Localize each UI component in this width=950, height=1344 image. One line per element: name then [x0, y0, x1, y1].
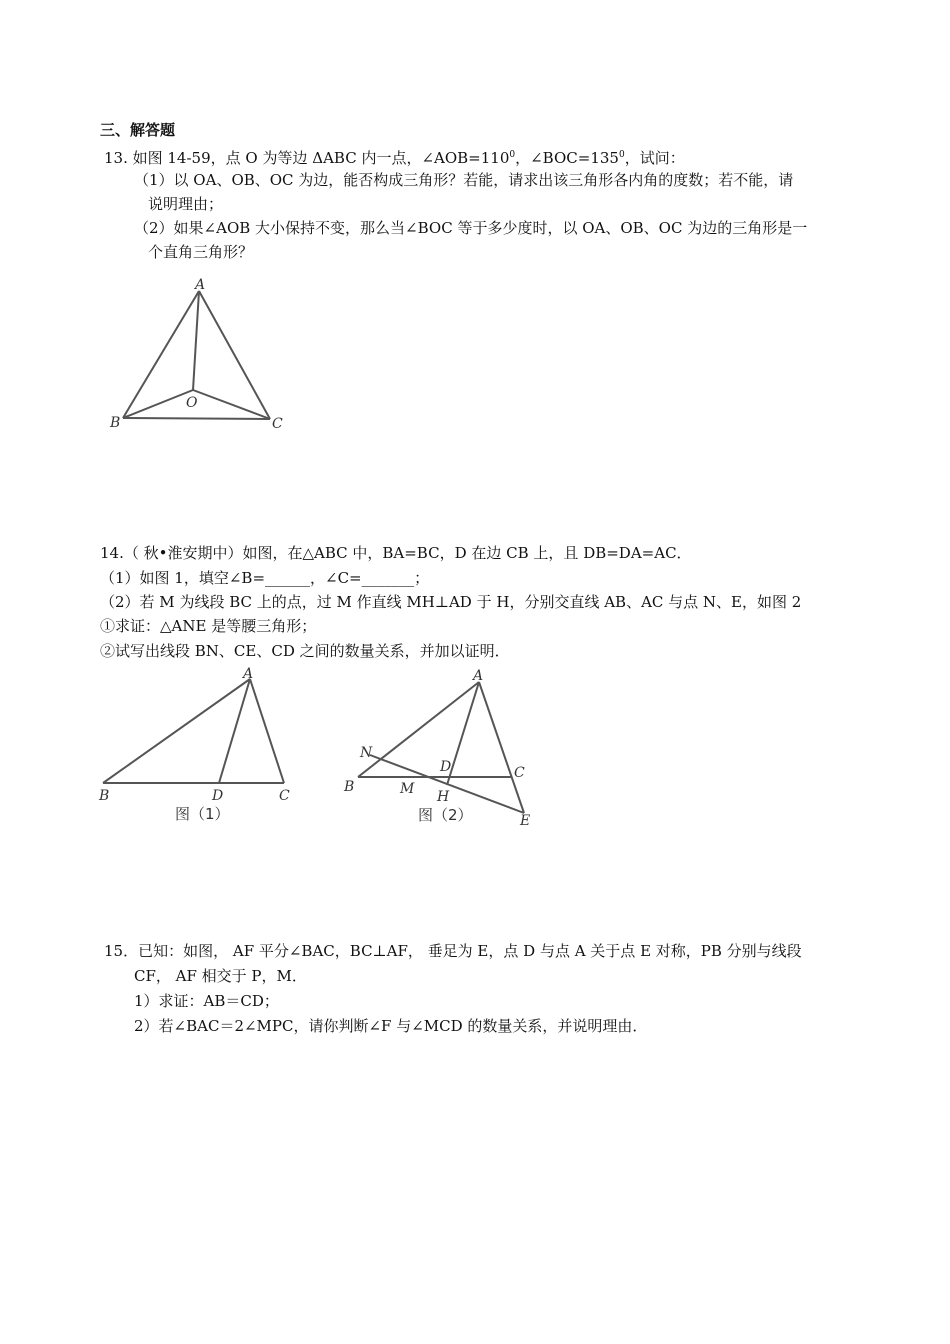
- q14-stem: 14.（ 秋•淮安期中）如图，在△ABC 中，BA=BC，D 在边 CB 上，且 DB=DA=AC．: [100, 544, 692, 562]
- segment-ad: [219, 679, 250, 783]
- edge-ba: [103, 679, 250, 783]
- label-d: D: [212, 788, 224, 804]
- label-c: C: [272, 416, 283, 432]
- q13-figure: [100, 275, 300, 440]
- q15-part1: 1）求证：AB＝CD；: [134, 992, 279, 1010]
- line-ae: [479, 682, 524, 813]
- line-ab: [358, 682, 479, 777]
- q14-part2: （2）若 M 为线段 BC 上的点，过 M 作直线 MH⊥AD 于 H，分别交直线 AB、AC 与点 N、E，如图 2: [100, 593, 802, 611]
- q13-stem: 13. 如图 14-59，点 O 为等边 ΔABC 内一点，$\angle AOB=110^0$，$\angle BOC=135^0$，试问：: [104, 149, 685, 167]
- label-d: D: [440, 759, 452, 775]
- q15-stem: 15．已知：如图， AF 平分∠BAC，BC⊥AF， 垂足为 E，点 D 与点 A 关于点 E 对称，PB 分别与线段: [104, 942, 802, 960]
- label-b: B: [110, 415, 121, 431]
- edge-ac: [250, 679, 284, 783]
- label-c: C: [279, 788, 290, 804]
- q13-part1-line1: （1）以 OA、OB、OC 为边，能否构成三角形？若能，请求出该三角形各内角的度数；若不能，请: [134, 171, 794, 189]
- segment-ah: [447, 682, 479, 785]
- label-a: A: [473, 668, 484, 684]
- edge-bc: [123, 418, 270, 419]
- q13-part1-line2: 说明理由；: [148, 195, 224, 213]
- q15-stem-cont: CF， AF 相交于 P，M．: [134, 967, 307, 985]
- caption: 图（2）: [418, 806, 473, 824]
- label-h: H: [437, 789, 450, 805]
- q14-part2-i: ①求证：△ANE 是等腰三角形；: [100, 617, 317, 635]
- q13-part2-line2: 个直角三角形？: [148, 243, 254, 261]
- label-e: E: [520, 813, 531, 829]
- label-b: B: [99, 788, 110, 804]
- label-a: A: [243, 666, 254, 682]
- section-title: 三、解答题: [100, 121, 176, 139]
- label-c: C: [514, 765, 525, 781]
- segment-ob: [123, 390, 193, 418]
- q14-figure-2: [340, 665, 540, 830]
- caption: 图（1）: [175, 805, 230, 823]
- q15-part2: 2）若∠BAC＝2∠MPC，请你判断∠F 与∠MCD 的数量关系，并说明理由．: [134, 1017, 648, 1035]
- label-m: M: [400, 781, 415, 797]
- label-b: B: [344, 779, 355, 795]
- q14-figure-1: [95, 665, 305, 825]
- q14-part1: （1）如图 1，填空∠B=______，∠C=_______；: [100, 569, 430, 587]
- segment-oc: [193, 390, 270, 419]
- q14-part2-ii: ②试写出线段 BN、CE、CD 之间的数量关系，并加以证明．: [100, 642, 510, 660]
- q13-part2-line1: （2）如果∠AOB 大小保持不变，那么当∠BOC 等于多少度时，以 OA、OB、OC 为边的三角形是一: [134, 219, 808, 237]
- edge-ac: [199, 291, 270, 419]
- segment-oa: [193, 291, 199, 390]
- label-n: N: [360, 745, 373, 761]
- label-o: O: [186, 395, 198, 411]
- label-a: A: [195, 277, 206, 293]
